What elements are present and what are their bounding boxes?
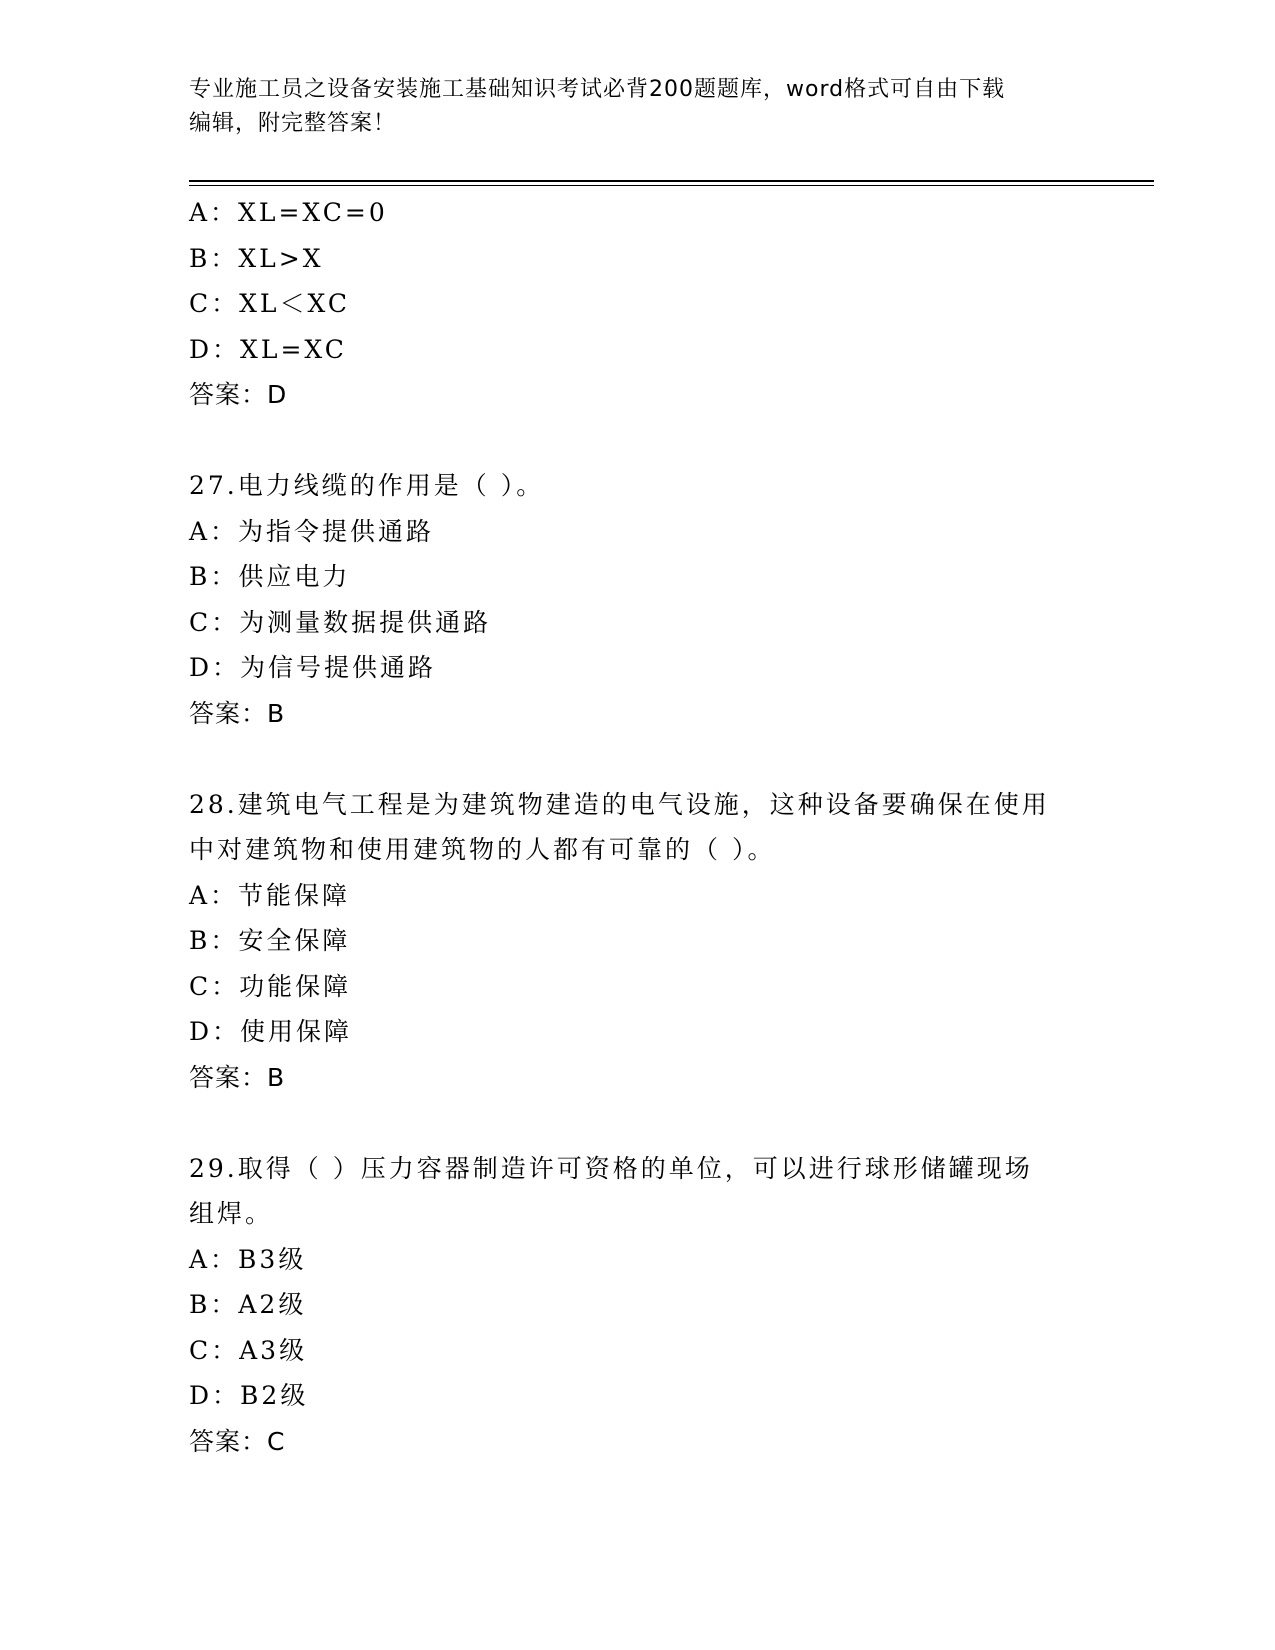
question-block-29 [189, 1146, 1089, 1465]
answer-line: 答案：C [189, 1426, 286, 1456]
header-rule-thick [189, 180, 1154, 182]
answer-line: 答案：B [189, 698, 286, 728]
option-d: D：为信号提供通路 [189, 653, 437, 682]
option-b: B：XL>X [189, 243, 324, 273]
document-header [189, 73, 1089, 141]
option-a: A：B3级 [189, 1244, 307, 1274]
option-c: C：A3级 [189, 1335, 308, 1365]
option-a: A：XL=XC=0 [189, 198, 388, 227]
question-block-28 [189, 782, 1089, 1101]
spacer [189, 418, 1089, 464]
option-c: C：为测量数据提供通路 [189, 607, 492, 637]
header-line-1: 专业施工员之设备安装施工基础知识考试必背200题题库，word格式可自由下载 [189, 77, 1006, 102]
question-text: 29.取得（ ）压力容器制造许可资格的单位，可以进行球形储罐现场 [189, 1153, 1033, 1183]
option-d: D：B2级 [189, 1381, 309, 1410]
option-a: A：节能保障 [189, 880, 351, 910]
header-line-2: 编辑，附完整答案！ [189, 111, 397, 136]
question-block-26 [189, 190, 1089, 418]
spacer [189, 736, 1089, 782]
option-d: D：使用保障 [189, 1017, 353, 1046]
question-list [189, 190, 1089, 1464]
spacer [189, 1100, 1089, 1146]
header-rule-thin [189, 185, 1154, 186]
option-b: B：供应电力 [189, 562, 351, 591]
option-a: A：为指令提供通路 [189, 516, 435, 546]
question-text-continued: 组焊。 [189, 1199, 274, 1228]
question-text: 27.电力线缆的作用是（ ）。 [189, 471, 545, 500]
option-b: B：安全保障 [189, 926, 351, 955]
answer-line: 答案：D [189, 380, 288, 409]
option-c: C：功能保障 [189, 971, 352, 1001]
option-b: B：A2级 [189, 1290, 307, 1319]
question-block-27 [189, 463, 1089, 736]
option-c: C：XL＜XC [189, 289, 351, 318]
question-text-continued: 中对建筑物和使用建筑物的人都有可靠的（ ）。 [189, 835, 776, 864]
answer-line: 答案：B [189, 1062, 286, 1092]
question-text: 28.建筑电气工程是为建筑物建造的电气设施，这种设备要确保在使用 [189, 789, 1050, 819]
option-d: D：XL=XC [189, 334, 347, 364]
